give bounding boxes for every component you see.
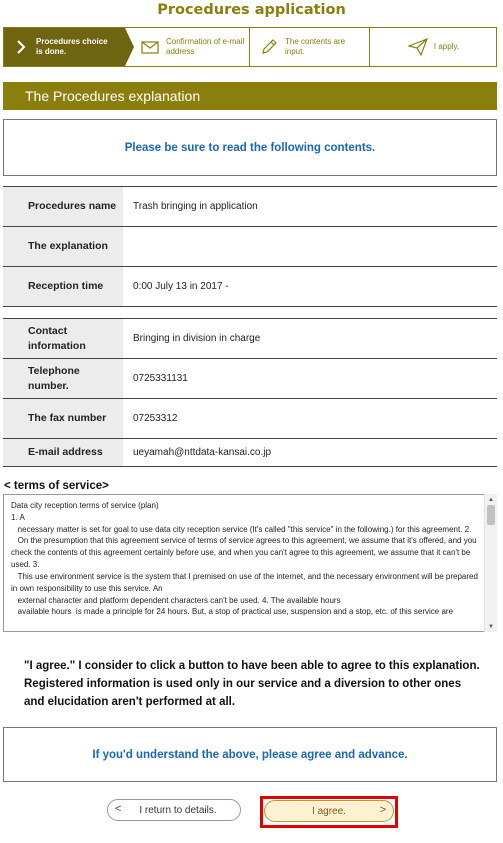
table-row <box>3 227 497 267</box>
step-apply <box>370 28 496 66</box>
telephone-value: 0725331131 <box>123 359 497 399</box>
contact-table <box>3 318 497 467</box>
terms-heading: < terms of service> <box>4 480 109 492</box>
read-notice-text: Please be sure to read the following contents. <box>124 141 376 154</box>
agree-button[interactable] <box>264 800 394 822</box>
chevron-right-icon <box>12 36 30 58</box>
pencil-icon <box>258 36 280 58</box>
email-label: E-mail address <box>3 439 123 467</box>
procedures-name-value: Trash bringing in application <box>123 187 497 227</box>
table-row <box>3 399 497 439</box>
reception-time-value: 0:00 July 13 in 2017 - <box>123 267 497 307</box>
agree-button-label: I agree. <box>312 805 346 817</box>
progress-steps <box>3 27 497 67</box>
page-title: Procedures application <box>157 2 346 18</box>
telephone-label: Telephone number. <box>3 359 123 399</box>
contact-value: Bringing in division in charge <box>123 319 497 359</box>
table-row <box>3 319 497 359</box>
mail-icon <box>139 36 161 58</box>
step-label: Procedures choice is done. <box>36 37 108 56</box>
section-heading: The Procedures explanation <box>3 82 497 110</box>
terms-scrollbar[interactable] <box>484 494 497 632</box>
return-button[interactable] <box>107 799 241 821</box>
email-value: ueyamah@nttdata-kansai.co.jp <box>123 439 497 467</box>
chevron-left-icon: < <box>115 803 122 815</box>
step-label: Confirmation of e-mail address <box>166 37 245 56</box>
table-row <box>3 187 497 227</box>
contact-label: Contact information <box>3 319 123 359</box>
scroll-up-icon[interactable]: ▲ <box>488 496 494 503</box>
table-row <box>3 359 497 399</box>
step-email-confirmation <box>125 28 250 66</box>
procedures-name-label: Procedures name <box>3 187 123 227</box>
reception-time-label: Reception time <box>3 267 123 307</box>
step-contents-input <box>250 28 370 66</box>
procedure-details-table <box>3 186 497 307</box>
terms-text: Data city reception terms of service (plan) 1. A necessary matter is set for goal to use data city reception service (It's called "this service" in the following.) for this agreement. 2. On the presumption that this agreement service of terms of service agrees to this agreement, we assume that it's offered, and you check the contents of this agreement certainly before use, and when you can't agree to this agreement, we assume that it can't be used. 3. This use environment service is the system that I premised on use of the internet, and the necessary environment will be prepared in own responsibility to use this service. An external character and platform dependent characters can't be used. 4. The available hours available hours is made a principle for 24 hours. But, a stop of practical use, suspension and a stop, etc. of this service are <box>11 501 478 617</box>
scroll-down-icon[interactable]: ▼ <box>488 623 494 630</box>
fax-label: The fax number <box>3 399 123 439</box>
paper-plane-icon <box>407 36 429 58</box>
step-procedures-choice <box>4 28 125 66</box>
table-row <box>3 439 497 467</box>
advance-notice <box>3 727 497 782</box>
explanation-value <box>123 227 497 267</box>
advance-notice-text: If you'd understand the above, please agree and advance. <box>92 748 408 761</box>
step-label: I apply. <box>433 42 460 51</box>
table-row <box>3 267 497 307</box>
scroll-thumb[interactable] <box>487 505 495 525</box>
agreement-explanation: "I agree." I consider to click a button to have been able to agree to this explanation. Registered information is used only in our service and a diversion to other ones and elucidation aren't performed at all. <box>24 660 480 708</box>
terms-textarea[interactable] <box>3 494 497 632</box>
step-label: The contents are input. <box>285 37 346 56</box>
explanation-label: The explanation <box>3 227 123 267</box>
read-notice <box>3 119 497 176</box>
chevron-right-icon: > <box>379 804 386 816</box>
return-button-label: I return to details. <box>139 804 217 816</box>
fax-value: 07253312 <box>123 399 497 439</box>
